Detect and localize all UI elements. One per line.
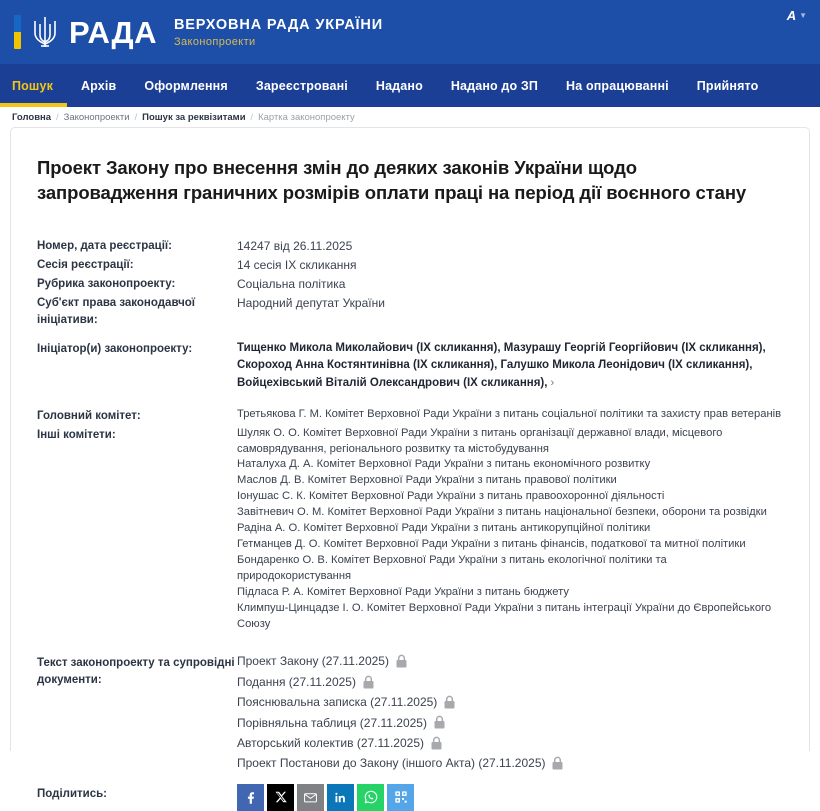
field-value-subject: Народний депутат України	[237, 296, 385, 311]
field-value-main-committee: Третьякова Г. М. Комітет Верховної Ради України з питань соціальної політики та захисту прав ветеранів	[237, 407, 782, 420]
field-value-other-committees	[237, 426, 783, 633]
nav-item-6[interactable]	[552, 64, 683, 107]
ukraine-trident-icon	[30, 13, 60, 51]
document-link-4[interactable]: Авторський колектив (27.11.2025)	[237, 735, 424, 750]
document-link-0[interactable]: Проект Закону (27.11.2025)	[237, 654, 389, 669]
nav-item-5[interactable]	[437, 64, 552, 107]
breadcrumb-item-3: Картка законопроекту	[258, 111, 355, 123]
field-row-initiators	[37, 340, 783, 393]
site-header	[0, 0, 820, 64]
field-label-other-committees: Інші комітети:	[37, 428, 116, 441]
field-value-rubric: Соціальна політика	[237, 277, 346, 292]
field-value-number-date: 14247 від 26.11.2025	[237, 239, 353, 254]
committee-line-5: Радіна А. О. Комітет Верховної Ради України з питань антикорупційної політики	[237, 522, 651, 535]
field-value-documents	[237, 654, 783, 770]
committee-line-3: Іонушас С. К. Комітет Верховної Ради України з питань правоохоронної діяльності	[237, 490, 665, 503]
field-label-subject: Суб'єкт права законодавчої ініціативи:	[37, 297, 196, 326]
document-link-5[interactable]: Проект Постанови до Закону (іншого Акта) (27.11.2025)	[237, 756, 546, 771]
share-button-whatsapp[interactable]	[357, 784, 384, 811]
field-value-initiators	[237, 340, 783, 393]
share-button-email[interactable]	[297, 784, 324, 811]
nav-item-label: На опрацюванні	[566, 78, 669, 93]
nav-item-2[interactable]	[130, 64, 241, 107]
nav-item-3[interactable]	[242, 64, 362, 107]
breadcrumb-item-2[interactable]: Пошук за реквізитами	[142, 111, 246, 123]
document-list-item	[237, 675, 783, 689]
nav-item-label: Зареєстровані	[255, 78, 348, 93]
lock-icon	[396, 655, 407, 668]
committee-line-1: Наталуха Д. А. Комітет Верховної Ради України з питань економічного розвитку	[237, 458, 651, 471]
share-button-linkedin[interactable]	[327, 784, 354, 811]
header-sub-title: Законопроекти	[173, 35, 256, 48]
breadcrumb-separator: /	[250, 112, 254, 122]
initiators-text: Тищенко Микола Миколайович (IX скликання), Мазурашу Георгій Георгійович (IX скликання), Скороход Анна Костянтинівна (IX скликання), Галушко Микола Леонідович (IX скликання), Войцехівський Віталій Олександрович (IX скликання),	[237, 341, 766, 390]
x-twitter-icon	[274, 790, 288, 804]
qr-code-icon	[393, 789, 409, 805]
document-list-item	[237, 695, 783, 709]
nav-item-1[interactable]	[67, 64, 130, 107]
nav-item-4[interactable]	[362, 64, 437, 107]
field-label-session: Сесія реєстрації:	[37, 259, 134, 272]
committee-line-2: Маслов Д. В. Комітет Верховної Ради України з питань правової політики	[237, 474, 617, 487]
breadcrumb-separator: /	[134, 112, 138, 122]
site-logo-link[interactable]	[14, 13, 157, 51]
share-button-group	[237, 784, 414, 811]
field-row-main-committee	[37, 407, 783, 425]
whatsapp-icon	[363, 789, 379, 805]
bill-card	[10, 127, 810, 800]
document-list-item	[237, 716, 783, 730]
initiators-expand-chevron-icon[interactable]: ›	[550, 377, 555, 390]
field-label-number-date: Номер, дата реєстрації:	[37, 240, 172, 253]
document-link-3[interactable]: Порівняльна таблиця (27.11.2025)	[237, 715, 427, 730]
share-button-twitter-x[interactable]	[267, 784, 294, 811]
committee-line-4: Завітневич О. М. Комітет Верховної Ради України з питань національної безпеки, оборони та розвідки	[237, 506, 767, 519]
document-link-2[interactable]: Пояснювальна записка (27.11.2025)	[237, 695, 438, 710]
field-label-documents: Текст законопроекту та супровідні документи:	[37, 657, 235, 687]
nav-item-label: Архів	[81, 78, 117, 93]
field-label-main-committee: Головний комітет:	[37, 409, 141, 422]
document-list-item	[237, 654, 783, 668]
document-link-1[interactable]: Подання (27.11.2025)	[237, 674, 356, 689]
field-value-session: 14 сесія IX скликання	[237, 258, 357, 273]
nav-item-label: Надано	[375, 78, 423, 93]
breadcrumb	[0, 107, 820, 127]
field-row-session	[37, 256, 783, 274]
document-list-item	[237, 756, 783, 770]
nav-item-label: Прийнято	[696, 78, 759, 93]
lock-icon	[434, 716, 445, 729]
document-list-item	[237, 736, 783, 750]
logo-wordmark: РАДА	[69, 14, 157, 50]
breadcrumb-item-0[interactable]: Головна	[12, 111, 52, 123]
envelope-icon	[303, 790, 318, 805]
accessibility-font-selector[interactable]	[787, 8, 807, 23]
nav-item-7[interactable]	[683, 64, 773, 107]
accessibility-label: A	[786, 8, 797, 23]
field-row-subject	[37, 294, 783, 328]
share-row	[37, 784, 783, 811]
field-row-other-committees	[37, 426, 783, 633]
share-label: Поділитись:	[37, 787, 108, 800]
field-label-rubric: Рубрика законопроекту:	[37, 278, 176, 291]
committee-line-6: Гетманцев Д. О. Комітет Верховної Ради України з питань фінансів, податкової та митної політики	[237, 537, 746, 550]
field-row-documents	[37, 654, 783, 770]
lock-icon	[552, 757, 563, 770]
share-button-qr-code[interactable]	[387, 784, 414, 811]
facebook-icon	[243, 790, 258, 805]
committee-line-7: Бондаренко О. В. Комітет Верховної Ради України з питань екологічної політики та природокористування	[237, 553, 667, 582]
nav-item-label: Оформлення	[144, 78, 228, 93]
lock-icon	[363, 676, 374, 689]
document-attachment-list	[237, 654, 783, 770]
breadcrumb-item-1[interactable]: Законопроекти	[63, 111, 130, 123]
breadcrumb-separator: /	[56, 112, 59, 122]
committee-line-0: Шуляк О. О. Комітет Верховної Ради України з питань організації державної влади, місцевого самоврядування, регіонального розвитку та містобудування	[237, 426, 723, 455]
chevron-down-icon: ▼	[799, 10, 807, 20]
ukraine-flag-bar-icon	[14, 15, 21, 49]
main-navigation	[0, 64, 820, 107]
nav-item-0[interactable]	[0, 64, 67, 107]
linkedin-icon	[333, 790, 348, 805]
header-main-title: ВЕРХОВНА РАДА УКРАЇНИ	[173, 16, 383, 33]
field-row-number-date	[37, 237, 783, 255]
field-label-initiators: Ініціатор(и) законопроекту:	[37, 342, 193, 355]
bill-metadata-fields	[37, 237, 783, 811]
header-title-block	[174, 16, 383, 48]
nav-item-label: Пошук	[12, 78, 53, 93]
lock-icon	[431, 737, 442, 750]
page-title: Проект Закону про внесення змін до деяких законів України щодо запровадження граничних розмірів оплати праці на період дії воєнного стану	[37, 157, 747, 203]
field-row-rubric	[37, 275, 783, 293]
committee-line-9: Климпуш-Цинцадзе І. О. Комітет Верховної Ради України з питань інтеграції України до Європейського Союзу	[237, 601, 772, 630]
share-button-facebook[interactable]	[237, 784, 264, 811]
lock-icon	[444, 696, 455, 709]
committee-line-8: Підласа Р. А. Комітет Верховної Ради України з питань бюджету	[237, 585, 569, 598]
nav-item-label: Надано до ЗП	[450, 78, 539, 93]
